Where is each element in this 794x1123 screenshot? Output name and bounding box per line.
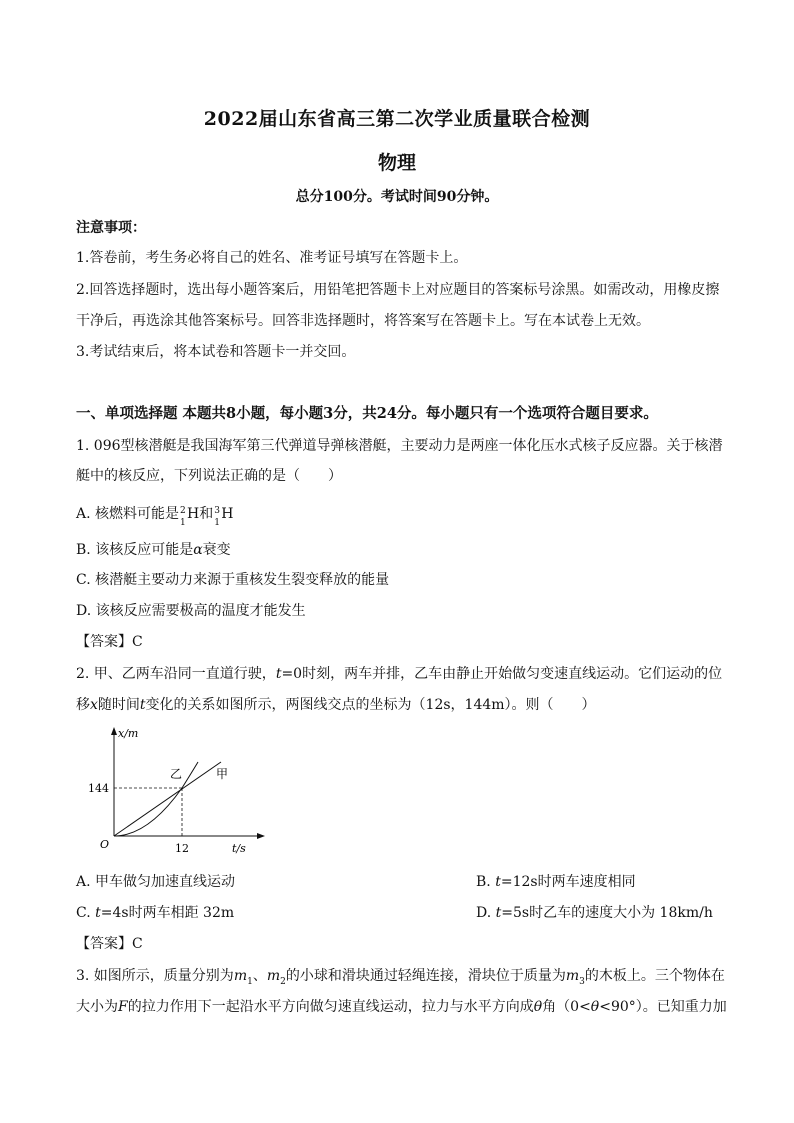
y-axis-label: x/m bbox=[118, 727, 139, 740]
notice-item-2: 2.回答选择题时，选出每小题答案后，用铅笔把答题卡上对应题目的答案标号涂黑。如需改动，用橡皮擦 bbox=[76, 282, 720, 298]
q2-option-d: D. t=5s时乙车的速度大小为 18km/h bbox=[476, 905, 713, 921]
q1-option-d: D. 该核反应需要极高的温度才能发生 bbox=[76, 603, 306, 619]
series-yi-label: 乙 bbox=[170, 767, 183, 781]
q1-option-b: B. 该核反应可能是α衰变 bbox=[76, 542, 231, 558]
x-axis-label: t/s bbox=[232, 842, 246, 855]
x-axis-arrow bbox=[257, 833, 265, 839]
section-heading: 一、单项选择题 本题共8小题，每小题3分，共24分。每小题只有一个选项符合题目要求。 bbox=[76, 405, 658, 422]
notice-heading: 注意事项： bbox=[76, 220, 146, 236]
q2-option-a: A. 甲车做匀加速直线运动 bbox=[76, 874, 236, 890]
position-time-graph bbox=[86, 726, 266, 856]
series-yi-curve bbox=[114, 762, 198, 836]
q3-stem-line2: 大小为F的拉力作用下一起沿水平方向做匀速直线运动，拉力与水平方向成θ角（0<θ<90°）。已知重力加 bbox=[76, 999, 727, 1015]
q2-answer: 【答案】C bbox=[76, 936, 143, 952]
q2-stem-line2: 移x随时间t变化的关系如图所示，两图线交点的坐标为（12s，144m）。则（ ） bbox=[76, 697, 596, 713]
y-axis-arrow bbox=[111, 727, 117, 735]
notice-item-3: 3.考试结束后，将本试卷和答题卡一并交回。 bbox=[76, 344, 356, 360]
notice-item-1: 1.答卷前，考生务必将自己的姓名、准考证号填写在答题卡上。 bbox=[76, 250, 468, 266]
series-jia-line bbox=[114, 762, 221, 836]
q1-stem-line1: 1. 096型核潜艇是我国海军第三代弹道导弹核潜艇，主要动力是两座一体化压水式核子反应器。关于核潜 bbox=[76, 438, 723, 454]
q2-option-c: C. t=4s时两车相距 32m bbox=[76, 905, 235, 921]
q2-options-cd bbox=[76, 903, 726, 923]
q3-stem-line1: 3. 如图所示，质量分别为$m_1$、$m_2$的小球和滑块通过轻绳连接，滑块位于质量为$m_3$的木板上。三个物体在 bbox=[76, 968, 725, 987]
q1-stem-line2: 艇中的核反应，下列说法正确的是（ ） bbox=[76, 468, 342, 484]
isotope-notation: 3 1 bbox=[214, 506, 220, 528]
series-jia-label: 甲 bbox=[216, 767, 229, 781]
exam-title: 2022届山东省高三第二次学业质量联合检测 bbox=[203, 108, 591, 130]
y-tick-label: 144 bbox=[88, 782, 109, 795]
q2-options-ab bbox=[76, 872, 726, 892]
q2-option-b: B. t=12s时两车速度相同 bbox=[476, 874, 636, 890]
subject-title: 物理 bbox=[377, 152, 416, 174]
q1-answer: 【答案】C bbox=[76, 634, 143, 650]
isotope-notation: 2 1 bbox=[180, 506, 186, 528]
q2-stem-line1: 2. 甲、乙两车沿同一直道行驶，t=0时刻，两车并排，乙车由静止开始做匀变速直线运动。它们运动的位 bbox=[76, 666, 723, 682]
q1-option-a: A. 核燃料可能是 2 1 H和 3 1 H bbox=[76, 506, 234, 528]
origin-label: O bbox=[100, 838, 110, 851]
q1-option-c: C. 核潜艇主要动力来源于重核发生裂变释放的能量 bbox=[76, 572, 390, 588]
notice-item-2-cont: 干净后，再选涂其他答案标号。回答非选择题时，将答案写在答题卡上。写在本试卷上无效。 bbox=[76, 313, 650, 329]
score-info: 总分100分。考试时间90分钟。 bbox=[295, 189, 499, 205]
x-tick-label: 12 bbox=[175, 842, 189, 855]
